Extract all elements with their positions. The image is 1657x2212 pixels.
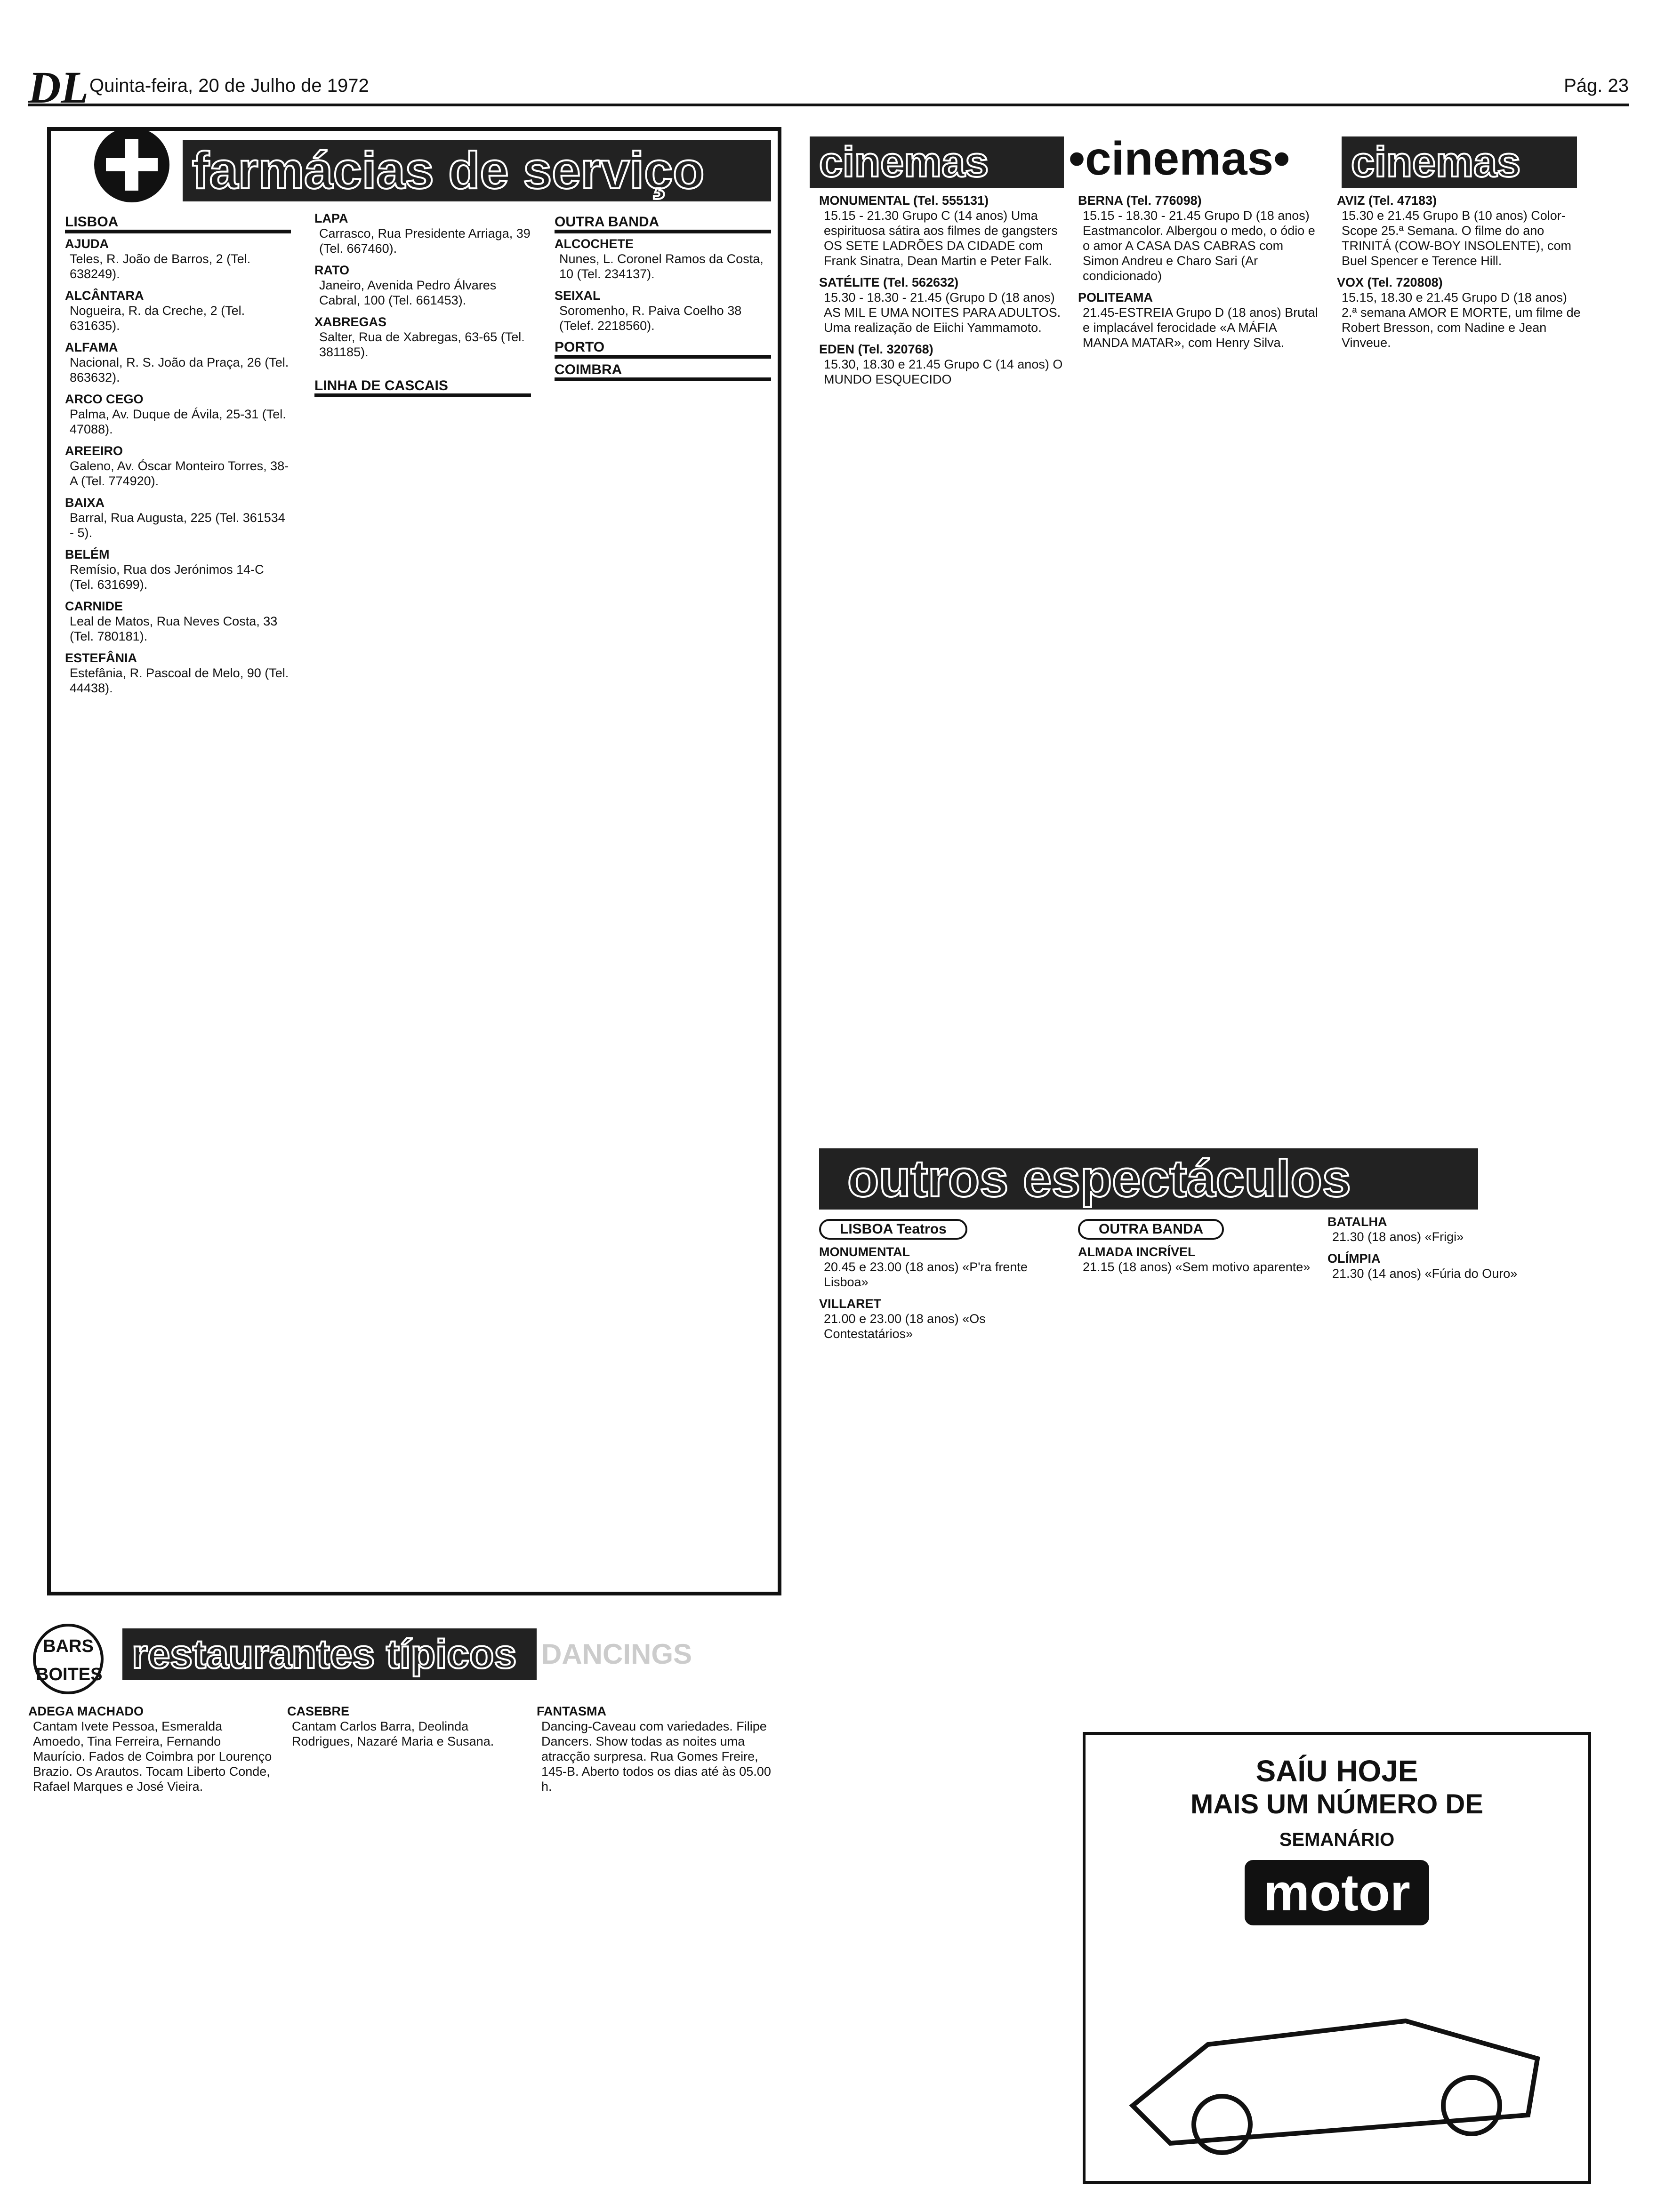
- outra-banda-heading: OUTRA BANDA: [555, 215, 771, 233]
- page-date: Quinta-feira, 20 de Julho de 1972: [89, 75, 369, 96]
- pharmacy-entry-details: Palma, Av. Duque de Ávila, 25-31 (Tel. 47088).: [70, 407, 286, 436]
- rest-col-2: [287, 1704, 523, 2174]
- pharmacy-entry: [65, 236, 291, 281]
- cinema-entry-details: 15.15 - 18.30 - 21.45 Grupo D (18 anos) Eastmancolor. Albergou o medo, o ódio e o amor A CASA DAS CABRAS com Simon Andreu e Charo Sari (Ar condicionado): [1083, 208, 1315, 283]
- cinema-entry-name: POLITEAMA: [1078, 290, 1153, 305]
- dancings-banner: DANCINGS: [541, 1638, 692, 1670]
- ad-brand-small: SEMANÁRIO: [1279, 1829, 1395, 1850]
- pharmacy-entry: [65, 650, 291, 696]
- cinemas-col-1: [819, 193, 1064, 1087]
- pharmacy-entry-details: Galeno, Av. Óscar Monteiro Torres, 38-A (Tel. 774920).: [70, 459, 289, 488]
- pharmacy-entry-name: LAPA: [314, 211, 348, 225]
- pharmacy-entry-name: ALCOCHETE: [555, 237, 634, 251]
- pharmacy-entry-name: AREEIRO: [65, 444, 123, 458]
- restaurant-entry: [287, 1704, 523, 1749]
- pharmacy-entry-details: Soromenho, R. Paiva Coelho 38 (Telef. 2218560).: [559, 304, 742, 333]
- pharmacy-entry: [555, 288, 771, 333]
- pharmacy-entry-details: Teles, R. João de Barros, 2 (Tel. 638249).: [70, 252, 251, 281]
- cinema-entry-details: 15.30, 18.30 e 21.45 Grupo C (14 anos) O MUNDO ESQUECIDO: [824, 357, 1063, 386]
- pharmacy-entry-details: Nacional, R. S. João da Praça, 26 (Tel. 863632).: [70, 355, 289, 385]
- pharmacy-entry-details: Salter, Rua de Xabregas, 63-65 (Tel. 381185).: [319, 330, 525, 359]
- pharmacy-entry: [314, 314, 531, 360]
- pharmacy-entry: [65, 288, 291, 333]
- pharmacy-entry: [65, 340, 291, 385]
- show-entry-name: BATALHA: [1327, 1215, 1387, 1229]
- farmacias-col-2: [314, 211, 531, 1576]
- show-entry-name: MONUMENTAL: [819, 1245, 910, 1259]
- outros-banner: outros espectáculos: [819, 1148, 1478, 1210]
- restaurantes-banner: restaurantes típicos: [122, 1628, 537, 1680]
- pharmacy-entry-details: Remísio, Rua dos Jerónimos 14-C (Tel. 631699).: [70, 562, 264, 592]
- page-header: [28, 62, 1629, 112]
- farmacias-col-3: [555, 211, 771, 1576]
- pharmacy-entry: [65, 547, 291, 592]
- outros-col-2: [1078, 1214, 1323, 1708]
- pharmacy-entry-name: ARCO CEGO: [65, 392, 144, 406]
- cinema-entry-details: 15.15, 18.30 e 21.45 Grupo D (18 anos) 2.ª semana AMOR E MORTE, um filme de Robert Bresson, com Nadine e Jean Vinveue.: [1342, 290, 1581, 350]
- porto-heading: PORTO: [555, 340, 771, 359]
- pharmacy-entry-name: ALCÂNTARA: [65, 289, 144, 303]
- farmacias-col-1: [65, 211, 291, 1576]
- lisboa-teatros-label: LISBOA Teatros: [819, 1219, 967, 1240]
- pharmacy-entry-details: Janeiro, Avenida Pedro Álvares Cabral, 100 (Tel. 661453).: [319, 278, 497, 307]
- pharmacy-entry: [314, 263, 531, 308]
- show-entry: [1078, 1244, 1323, 1274]
- cinema-entry: [819, 193, 1064, 268]
- show-entry-details: 21.30 (14 anos) «Fúria do Ouro»: [1332, 1266, 1518, 1281]
- cinemas-banner-left: cinemas: [810, 136, 1064, 188]
- pharmacy-entry-name: SEIXAL: [555, 289, 601, 303]
- pharmacy-entry-details: Barral, Rua Augusta, 225 (Tel. 361534 - 5).: [70, 511, 285, 540]
- bars-boites-badge: BARS BOITES: [33, 1624, 104, 1694]
- lisboa-list: [65, 236, 291, 696]
- outra-banda-list: [555, 236, 771, 333]
- show-entry-details: 21.30 (18 anos) «Frigi»: [1332, 1230, 1464, 1244]
- cinemas-banner-right: cinemas: [1342, 136, 1577, 188]
- show-entry: [819, 1296, 1064, 1341]
- pharmacy-entry-name: ALFAMA: [65, 340, 118, 354]
- pharmacy-list-col2: [314, 211, 531, 360]
- ad-brand: motor: [1245, 1860, 1429, 1925]
- cinema-entry-details: 21.45-ESTREIA Grupo D (18 anos) Brutal e implacável ferocidade «A MÁFIA MANDA MATAR», com Henry Silva.: [1083, 305, 1318, 350]
- show-entry-details: 20.45 e 23.00 (18 anos) «P'ra frente Lisboa»: [824, 1260, 1028, 1289]
- cinema-entry: [819, 275, 1064, 335]
- pharmacy-entry-name: RATO: [314, 263, 349, 277]
- cascais-heading: LINHA DE CASCAIS: [314, 378, 531, 397]
- pharmacy-entry-details: Carrasco, Rua Presidente Arriaga, 39 (Tel. 667460).: [319, 226, 531, 256]
- pharmacy-entry: [65, 495, 291, 540]
- cinema-entry: [1337, 193, 1582, 268]
- cinema-entry-name: MONUMENTAL (Tel. 555131): [819, 193, 989, 208]
- show-entry-details: 21.15 (18 anos) «Sem motivo aparente»: [1083, 1260, 1311, 1274]
- outros-col-3: [1327, 1214, 1591, 1708]
- show-entry: [819, 1244, 1064, 1290]
- cinemas-banner-mid: •cinemas•: [1069, 132, 1290, 185]
- cinemas-col-2: [1078, 193, 1323, 1087]
- cinema-entry-details: 15.15 - 21.30 Grupo C (14 anos) Uma espirituosa sátira aos filmes de gangsters OS SETE LADRÕES DA CIDADE com Frank Sinatra, Dean Martin e Peter Falk.: [824, 208, 1058, 268]
- cinema-entry-name: BERNA (Tel. 776098): [1078, 193, 1202, 208]
- cinema-entry: [1337, 275, 1582, 350]
- race-car-illustration: [1114, 1964, 1561, 2162]
- cinemas-col-3: [1337, 193, 1582, 1087]
- pharmacy-entry-details: Nunes, L. Coronel Ramos da Costa, 10 (Tel. 234137).: [559, 252, 764, 281]
- restaurant-entry-details: Dancing-Caveau com variedades. Filipe Dancers. Show todas as noites uma atracção surpresa. Rua Gomes Freire, 145-B. Aberto todos os dias até às 05.00 h.: [541, 1719, 771, 1794]
- ad-line-1: SAÍU HOJE: [1255, 1754, 1418, 1788]
- restaurant-entry-details: Cantam Carlos Barra, Deolinda Rodrigues, Nazaré Maria e Susana.: [292, 1719, 494, 1748]
- pharmacy-entry-details: Nogueira, R. da Creche, 2 (Tel. 631635).: [70, 304, 245, 333]
- motor-advertisement: [1083, 1732, 1591, 2184]
- farmacias-banner: farmácias de serviço: [183, 140, 771, 201]
- restaurant-entry-name: FANTASMA: [537, 1704, 606, 1718]
- page-number: Pág. 23: [1564, 75, 1629, 96]
- pharmacy-entry: [314, 211, 531, 256]
- show-entry-name: OLÍMPIA: [1327, 1251, 1381, 1266]
- pharmacy-entry-name: ESTEFÂNIA: [65, 651, 137, 665]
- pharmacy-entry-details: Estefânia, R. Pascoal de Melo, 90 (Tel. 44438).: [70, 666, 289, 695]
- restaurant-entry: [537, 1704, 781, 1794]
- cinema-entry-name: AVIZ (Tel. 47183): [1337, 193, 1437, 208]
- pharmacy-entry-name: XABREGAS: [314, 315, 387, 329]
- show-entry: [1327, 1251, 1591, 1281]
- pharmacy-entry-name: BAIXA: [65, 496, 105, 510]
- cinema-entry-details: 15.30 e 21.45 Grupo B (10 anos) Color-Scope 25.ª Semana. O filme do ano TRINITÁ (COW-BOY INSOLENTE), com Buel Spencer e Terence Hill.: [1342, 208, 1572, 268]
- pharmacy-entry-name: AJUDA: [65, 237, 109, 251]
- cinema-entry: [819, 342, 1064, 387]
- newspaper-logo: DL: [28, 62, 88, 112]
- coimbra-heading: COIMBRA: [555, 362, 771, 381]
- show-entry-details: 21.00 e 23.00 (18 anos) «Os Contestatários»: [824, 1312, 986, 1341]
- restaurant-entry: [28, 1704, 273, 1794]
- pharmacy-entry-name: CARNIDE: [65, 599, 123, 613]
- pharmacy-entry-details: Leal de Matos, Rua Neves Costa, 33 (Tel. 780181).: [70, 614, 278, 643]
- farmacias-panel: [47, 127, 781, 1595]
- cinema-entry-name: SATÉLITE (Tel. 562632): [819, 275, 959, 289]
- show-entry-name: ALMADA INCRÍVEL: [1078, 1245, 1196, 1259]
- cinema-entry-details: 15.30 - 18.30 - 21.45 (Grupo D (18 anos) AS MIL E UMA NOITES PARA ADULTOS. Uma realização de Eiichi Yammamoto.: [824, 290, 1061, 335]
- lisboa-heading: LISBOA: [65, 215, 291, 233]
- show-entry-name: VILLARET: [819, 1297, 881, 1311]
- restaurant-entry-name: CASEBRE: [287, 1704, 350, 1718]
- rest-col-1: [28, 1704, 273, 2174]
- pharmacy-cross-icon: [94, 127, 169, 202]
- pharmacy-entry: [65, 443, 291, 489]
- show-entry: [1327, 1214, 1591, 1244]
- cinema-entry: [1078, 290, 1323, 350]
- pharmacy-entry-name: BELÉM: [65, 547, 110, 561]
- cinema-entry: [1078, 193, 1323, 283]
- cinema-entry-name: EDEN (Tel. 320768): [819, 342, 933, 356]
- restaurant-entry-details: Cantam Ivete Pessoa, Esmeralda Amoedo, Tina Ferreira, Fernando Maurício. Fados de Coimbra por Lourenço Brazio. Os Arautos. Tocam Liberto Conde, Rafael Marques e José Vieira.: [33, 1719, 272, 1794]
- outros-col-1: [819, 1214, 1064, 2179]
- pharmacy-entry: [65, 392, 291, 437]
- pharmacy-entry: [65, 599, 291, 644]
- outra-banda-label: OUTRA BANDA: [1078, 1219, 1224, 1240]
- rest-col-3: [537, 1704, 781, 2174]
- cinema-entry-name: VOX (Tel. 720808): [1337, 275, 1443, 289]
- ad-line-2: MAIS UM NÚMERO DE: [1190, 1789, 1483, 1819]
- pharmacy-entry: [555, 236, 771, 281]
- restaurant-entry-name: ADEGA MACHADO: [28, 1704, 144, 1718]
